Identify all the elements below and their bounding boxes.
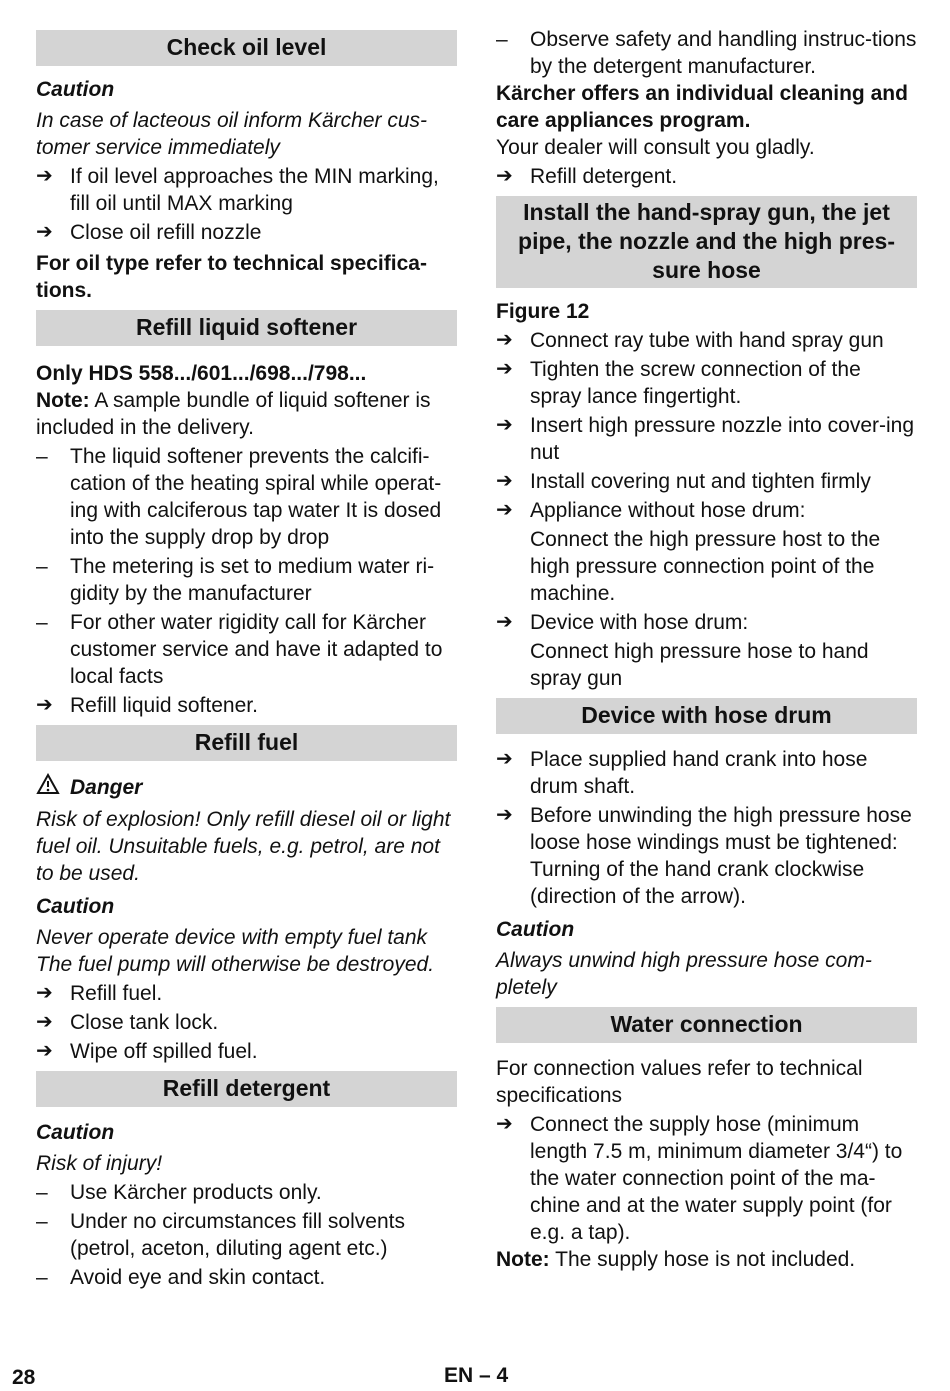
step-subtext: Connect high pressure hose to hand spray gun [530, 640, 869, 690]
note-paragraph [496, 1246, 917, 1273]
list-item [36, 1009, 457, 1036]
caution-label: Caution [36, 895, 115, 918]
step-text: Refill detergent. [530, 165, 678, 188]
arrow-icon: ➔ [496, 358, 513, 380]
caution-text: In case of lacteous oil inform Kärcher cus-tomer service immediately [36, 109, 428, 159]
oil-type-note: For oil type refer to technical specifica-tions. [36, 252, 427, 302]
arrow-icon: ➔ [496, 1113, 513, 1135]
dealer-note: Your dealer will consult you gladly. [496, 136, 815, 159]
dash-text: The metering is set to medium water ri-gidity by the manufacturer [70, 555, 435, 605]
section-heading-refill-liquid-softener: Refill liquid softener [36, 310, 457, 346]
dash-text: Under no circumstances fill solvents (petrol, aceton, diluting agent etc.) [70, 1210, 405, 1260]
step-text: Before unwinding the high pressure hose loose hose windings must be tightened: Turning of the hand crank clockwise (direction of the arrow). [530, 804, 912, 908]
caution-text: Always unwind high pressure hose com-pletely [496, 949, 872, 999]
list-item [496, 802, 917, 910]
dash-text: For other water rigidity call for Kärcher customer service and have it adapted to local facts [70, 611, 443, 688]
right-column [496, 26, 917, 1273]
step-text: Insert high pressure nozzle into cover-ing nut [530, 414, 915, 464]
caution-label: Caution [496, 918, 575, 941]
list-item [36, 553, 457, 607]
caution-text: Never operate device with empty fuel tank The fuel pump will otherwise be destroyed. [36, 926, 435, 976]
list-item [36, 163, 457, 217]
figure-reference: Figure 12 [496, 300, 590, 323]
dash-marker: – [36, 1266, 48, 1289]
list-item [36, 1208, 457, 1262]
arrow-icon: ➔ [36, 1040, 53, 1062]
language-code: EN [444, 1364, 474, 1387]
section-heading-check-oil-level: Check oil level [36, 30, 457, 66]
section-heading-refill-detergent: Refill detergent [36, 1071, 457, 1107]
arrow-icon: ➔ [496, 499, 513, 521]
arrow-icon: ➔ [36, 221, 53, 243]
arrow-icon: ➔ [36, 1011, 53, 1033]
step-text: Install covering nut and tighten firmly [530, 470, 871, 493]
list-item [496, 26, 917, 80]
note-label: Note: [496, 1248, 550, 1271]
step-text: Appliance without hose drum: [530, 499, 806, 522]
arrow-icon: ➔ [496, 470, 513, 492]
dash-text: Observe safety and handling instruc-tions by the detergent manufacturer. [530, 28, 917, 78]
list-item [496, 163, 917, 190]
list-item [36, 1038, 457, 1065]
list-item [36, 1179, 457, 1206]
list-item [36, 1264, 457, 1291]
section-page-number: 4 [496, 1364, 509, 1387]
caution-text: Risk of injury! [36, 1152, 163, 1175]
list-item [496, 746, 917, 800]
step-text: Device with hose drum: [530, 611, 749, 634]
model-restriction: Only HDS 558.../601.../698.../798... [36, 362, 367, 385]
danger-heading [36, 773, 457, 802]
list-item [36, 443, 457, 551]
list-item [496, 412, 917, 466]
list-item [496, 327, 917, 354]
list-item [36, 980, 457, 1007]
section-heading-device-with-hose-drum: Device with hose drum [496, 698, 917, 734]
step-text: Tighten the screw connection of the spray lance fingertight. [530, 358, 861, 408]
separator-dash: – [473, 1364, 497, 1387]
dash-text: Use Kärcher products only. [70, 1181, 322, 1204]
list-item [496, 609, 917, 636]
program-note: Kärcher offers an individual cleaning and care appliances program. [496, 82, 908, 132]
list-item [496, 1111, 917, 1246]
dash-marker: – [496, 28, 508, 51]
list-item [36, 609, 457, 690]
list-item [496, 356, 917, 410]
step-text: Place supplied hand crank into hose drum shaft. [530, 748, 868, 798]
arrow-icon: ➔ [496, 414, 513, 436]
danger-label: Danger [70, 776, 143, 799]
dash-text: Avoid eye and skin contact. [70, 1266, 326, 1289]
caution-label: Caution [36, 1121, 115, 1144]
arrow-icon: ➔ [36, 982, 53, 1004]
note-text: A sample bundle of liquid softener is included in the delivery. [36, 389, 431, 439]
dash-marker: – [36, 445, 48, 468]
caution-label: Caution [36, 78, 115, 101]
dash-marker: – [36, 555, 48, 578]
note-paragraph [36, 387, 457, 441]
note-label: Note: [36, 389, 90, 412]
section-heading-refill-fuel: Refill fuel [36, 725, 457, 761]
dash-marker: – [36, 1181, 48, 1204]
step-text: Wipe off spilled fuel. [70, 1040, 258, 1063]
arrow-icon: ➔ [496, 329, 513, 351]
step-text: If oil level approaches the MIN marking, fill oil until MAX marking [70, 165, 439, 215]
section-page-indicator [444, 1362, 508, 1389]
arrow-icon: ➔ [496, 748, 513, 770]
step-text: Connect ray tube with hand spray gun [530, 329, 884, 352]
dash-marker: – [36, 611, 48, 634]
page-number: 28 [12, 1366, 36, 1389]
step-text: Connect the supply hose (minimum length 7.5 m, minimum diameter 3/4“) to the water connection point of the ma-chine and at the water supply point (for e.g. a tap). [530, 1113, 903, 1244]
connection-intro: For connection values refer to technical specifications [496, 1057, 863, 1107]
step-text: Close tank lock. [70, 1011, 219, 1034]
step-text: Refill liquid softener. [70, 694, 258, 717]
section-heading-water-connection: Water connection [496, 1007, 917, 1043]
arrow-icon: ➔ [496, 165, 513, 187]
warning-triangle-icon [36, 773, 62, 802]
arrow-icon: ➔ [36, 165, 53, 187]
dash-marker: – [36, 1210, 48, 1233]
step-text: Close oil refill nozzle [70, 221, 262, 244]
left-column [36, 26, 457, 1291]
note-text: The supply hose is not included. [549, 1248, 856, 1271]
list-item [36, 219, 457, 246]
step-text: Refill fuel. [70, 982, 163, 1005]
arrow-icon: ➔ [496, 611, 513, 633]
arrow-icon: ➔ [36, 694, 53, 716]
danger-text: Risk of explosion! Only refill diesel oil or light fuel oil. Unsuitable fuels, e.g. petrol, are not to be used. [36, 808, 451, 885]
list-item [496, 468, 917, 495]
list-item [36, 692, 457, 719]
section-heading-install-spray-gun: Install the hand-spray gun, the jet pipe, the nozzle and the high pres-sure hose [496, 196, 917, 288]
list-item [496, 497, 917, 524]
arrow-icon: ➔ [496, 804, 513, 826]
dash-text: The liquid softener prevents the calcifi-cation of the heating spiral while operat-ing with calciferous tap water It is dosed into the supply drop by drop [70, 445, 442, 549]
step-subtext: Connect the high pressure host to the high pressure connection point of the machine. [530, 528, 881, 605]
